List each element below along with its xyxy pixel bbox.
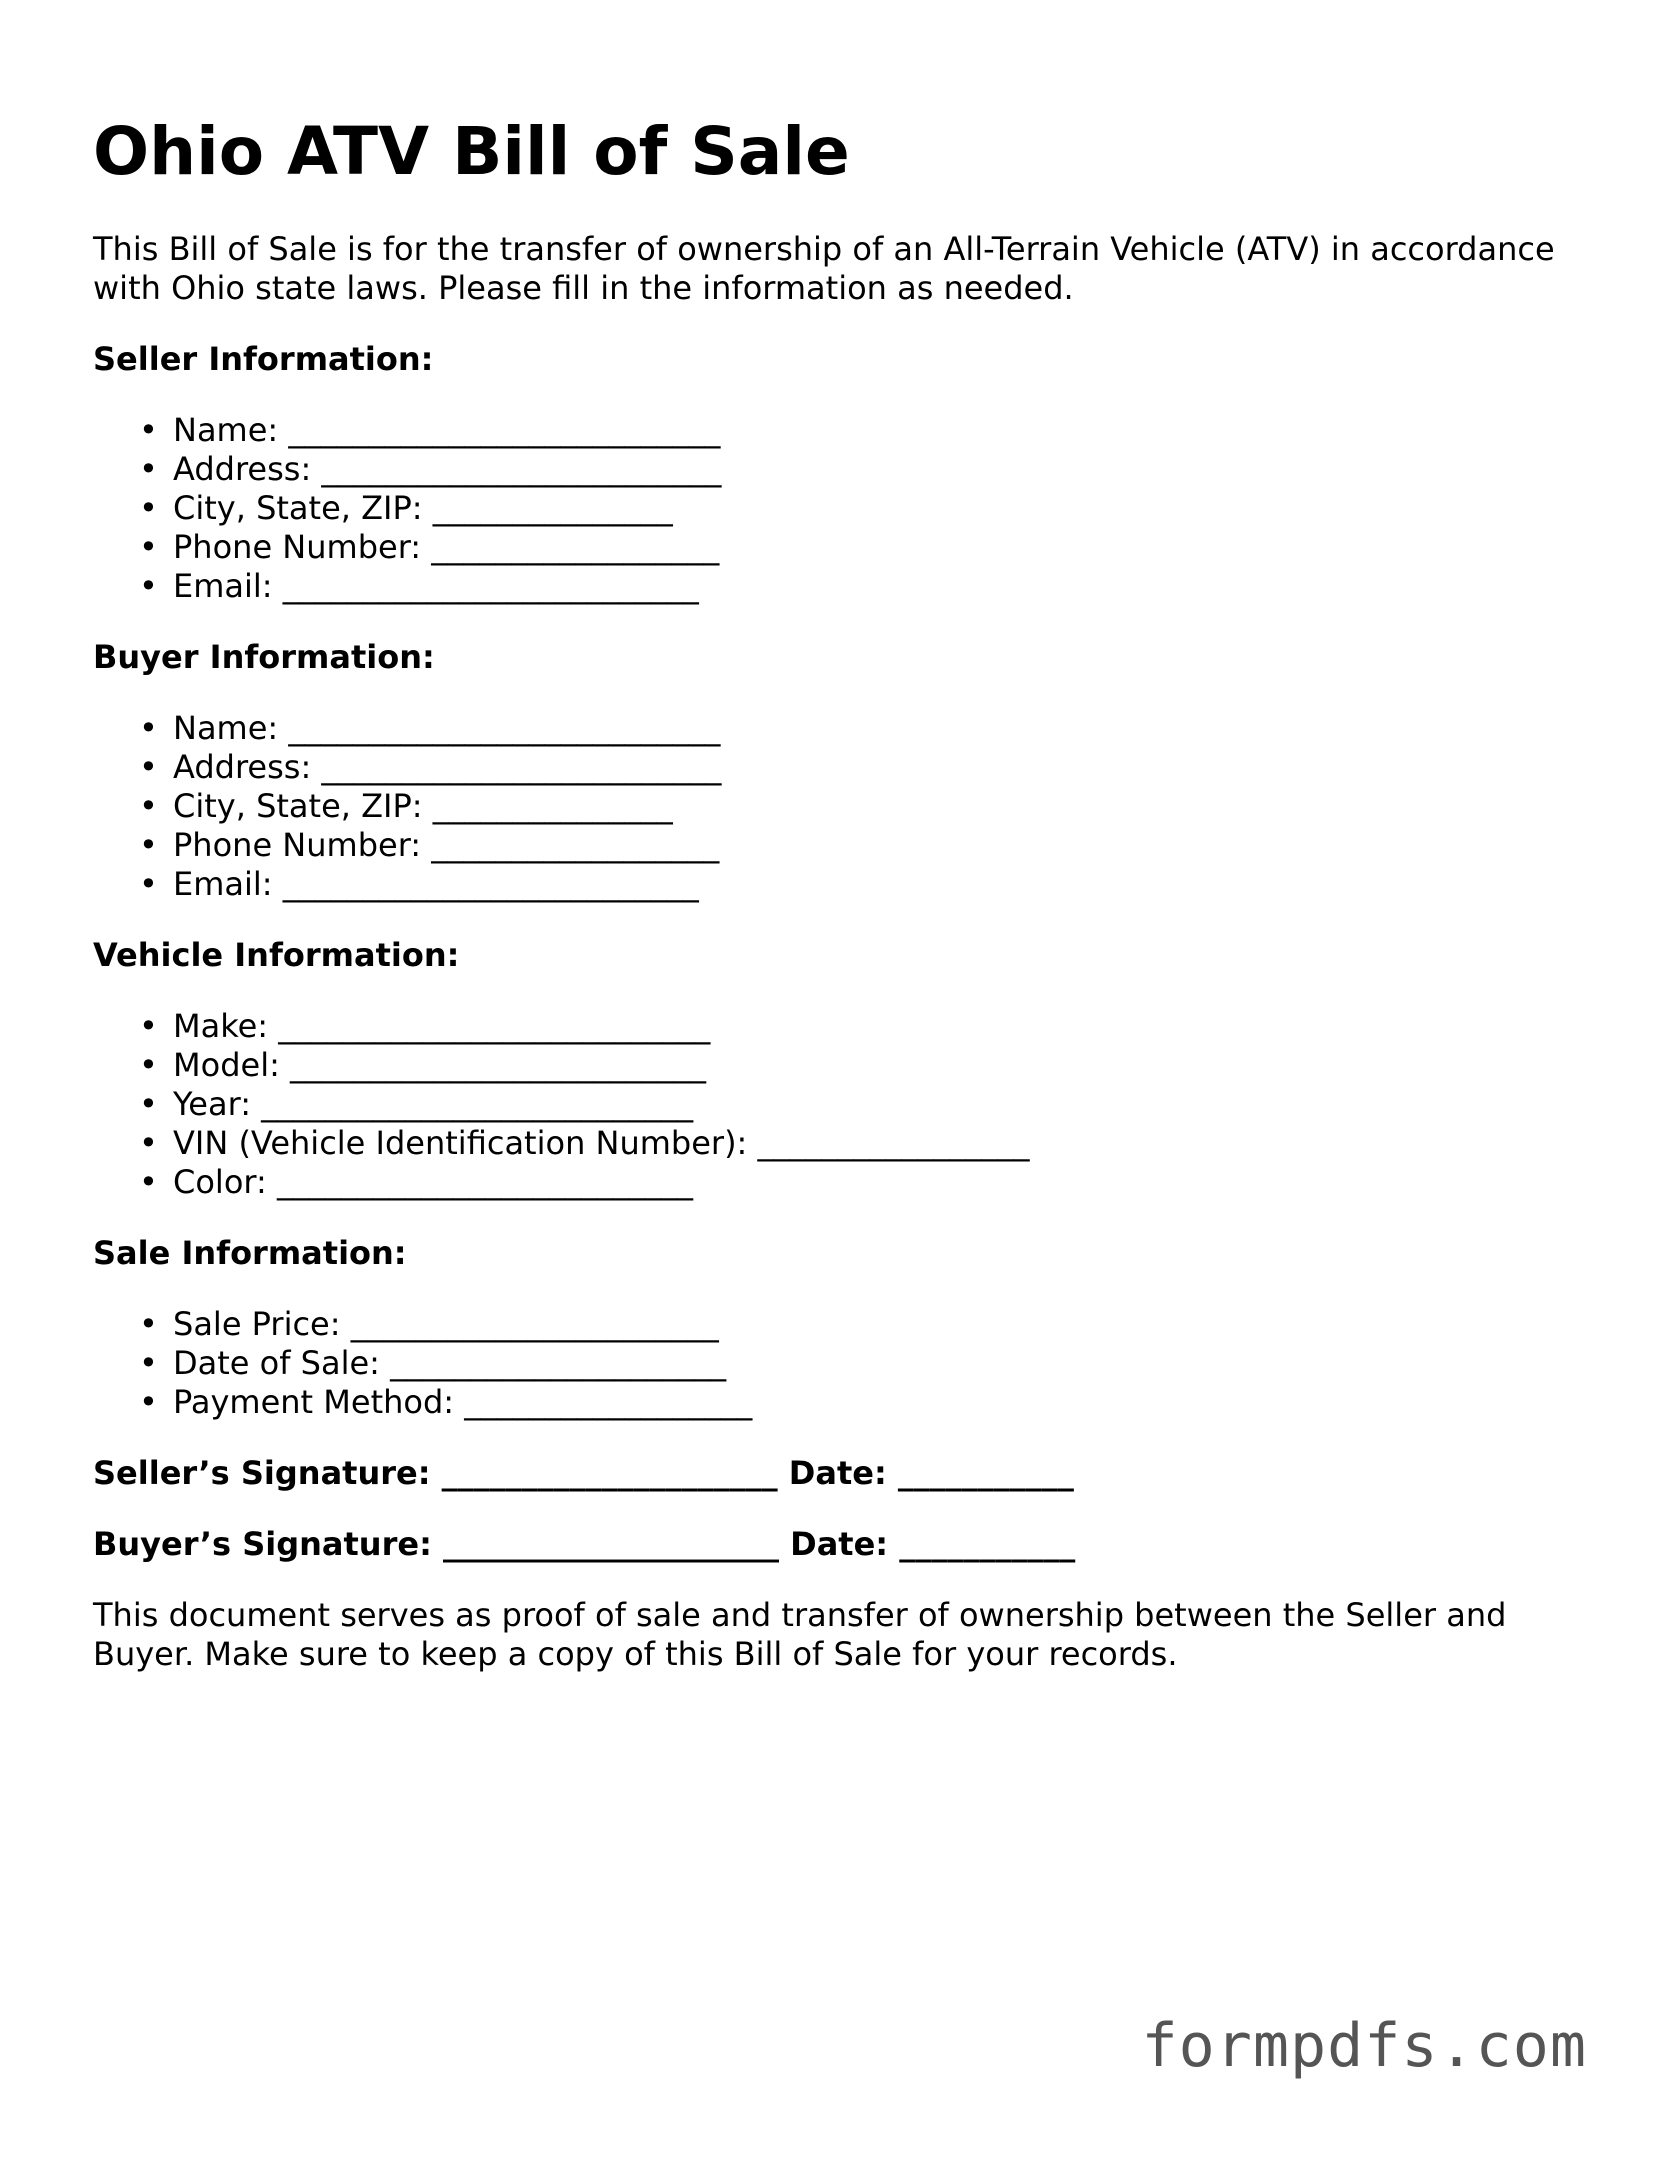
bullet-icon: •	[139, 1383, 158, 1421]
sale-section-heading: Sale Information:	[93, 1234, 407, 1272]
seller-email-field: Email: __________________________	[173, 567, 699, 605]
buyer-email-field: Email: __________________________	[173, 865, 699, 903]
seller-phone-field: Phone Number: __________________	[173, 528, 720, 566]
list-item	[139, 1007, 1573, 1046]
bullet-icon: •	[139, 1046, 158, 1084]
vehicle-color-field: Color: __________________________	[173, 1163, 693, 1201]
list-item	[139, 1383, 1573, 1422]
list-item	[139, 1305, 1573, 1344]
list-item	[139, 489, 1573, 528]
seller-address-field: Address: _________________________	[173, 450, 722, 488]
sale-field-list	[93, 1305, 1573, 1422]
bullet-icon: •	[139, 787, 158, 825]
intro-paragraph: This Bill of Sale is for the transfer of ownership of an All-Terrain Vehicle (ATV) in accordance with Ohio state laws. Please fill in the information as needed.	[93, 230, 1555, 307]
vehicle-model-field: Model: __________________________	[173, 1046, 707, 1084]
bullet-icon: •	[139, 1344, 158, 1382]
seller-section-heading: Seller Information:	[93, 340, 434, 378]
buyer-section-heading: Buyer Information:	[93, 638, 435, 676]
document-page	[93, 112, 1573, 1674]
bullet-icon: •	[139, 489, 158, 527]
list-item	[139, 1085, 1573, 1124]
seller-name-field: Name: ___________________________	[173, 411, 721, 449]
list-item	[139, 1344, 1573, 1383]
list-item	[139, 1163, 1573, 1202]
sale-price-field: Sale Price: _______________________	[173, 1305, 719, 1343]
seller-field-list	[93, 411, 1573, 606]
list-item	[139, 1046, 1573, 1085]
bullet-icon: •	[139, 1305, 158, 1343]
vehicle-vin-field: VIN (Vehicle Identification Number): _________________	[173, 1124, 1030, 1162]
buyer-signature-line: Buyer’s Signature: _____________________ Date: ___________	[93, 1525, 1076, 1563]
list-item	[139, 450, 1573, 489]
bullet-icon: •	[139, 826, 158, 864]
bullet-icon: •	[139, 567, 158, 605]
payment-method-field: Payment Method: __________________	[173, 1383, 753, 1421]
vehicle-year-field: Year: ___________________________	[173, 1085, 694, 1123]
vehicle-make-field: Make: ___________________________	[173, 1007, 711, 1045]
buyer-address-field: Address: _________________________	[173, 748, 722, 786]
watermark: formpdfs.com	[1141, 2011, 1587, 2081]
page-title: Ohio ATV Bill of Sale	[93, 113, 850, 190]
sale-date-field: Date of Sale: _____________________	[173, 1344, 727, 1382]
list-item	[139, 748, 1573, 787]
buyer-phone-field: Phone Number: __________________	[173, 826, 720, 864]
list-item	[139, 567, 1573, 606]
seller-signature-line: Seller’s Signature: _____________________ Date: ___________	[93, 1454, 1074, 1492]
seller-city-state-zip-field: City, State, ZIP: _______________	[173, 489, 673, 527]
bullet-icon: •	[139, 1007, 158, 1045]
list-item	[139, 865, 1573, 904]
list-item	[139, 528, 1573, 567]
buyer-city-state-zip-field: City, State, ZIP: _______________	[173, 787, 673, 825]
vehicle-section-heading: Vehicle Information:	[93, 936, 460, 974]
bullet-icon: •	[139, 865, 158, 903]
bullet-icon: •	[139, 450, 158, 488]
bullet-icon: •	[139, 1085, 158, 1123]
buyer-field-list	[93, 709, 1573, 904]
list-item	[139, 1124, 1573, 1163]
buyer-name-field: Name: ___________________________	[173, 709, 721, 747]
bullet-icon: •	[139, 748, 158, 786]
closing-paragraph: This document serves as proof of sale and transfer of ownership between the Seller and Buyer. Make sure to keep a copy of this Bill of Sale for your records.	[93, 1596, 1507, 1673]
list-item	[139, 709, 1573, 748]
bullet-icon: •	[139, 411, 158, 449]
bullet-icon: •	[139, 709, 158, 747]
list-item	[139, 787, 1573, 826]
bullet-icon: •	[139, 1124, 158, 1162]
bullet-icon: •	[139, 1163, 158, 1201]
vehicle-field-list	[93, 1007, 1573, 1202]
bullet-icon: •	[139, 528, 158, 566]
list-item	[139, 826, 1573, 865]
list-item	[139, 411, 1573, 450]
